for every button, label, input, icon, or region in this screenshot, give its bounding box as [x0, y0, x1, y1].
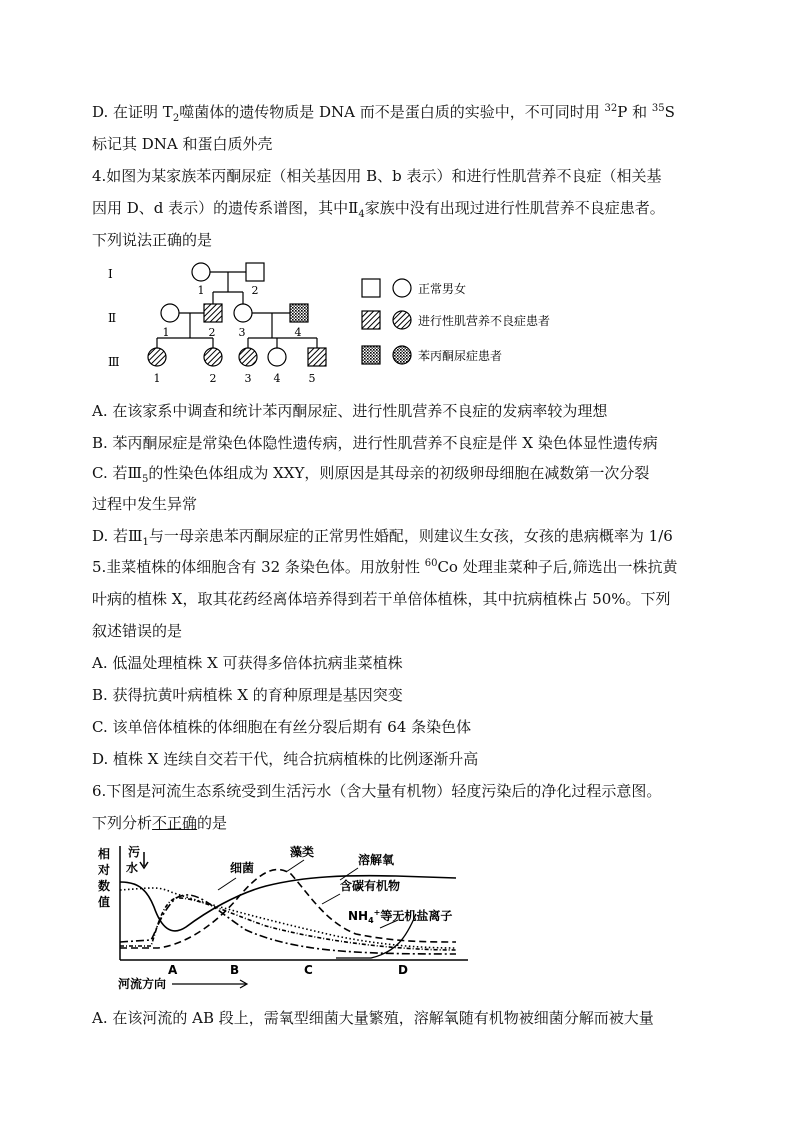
- iii1-number: 1: [153, 372, 161, 385]
- gen-label-iii: Ⅲ: [108, 355, 120, 369]
- q5-option-c: C. 该单倍体植株的体细胞在有丝分裂后期有 64 条染色体: [92, 718, 472, 736]
- gen-label-ii: Ⅱ: [108, 311, 117, 325]
- ii3-normal-female: [234, 304, 252, 322]
- pedigree-chart: [100, 256, 700, 386]
- label-organic: 含碳有机物: [340, 879, 401, 893]
- q3-option-d-line1: D. 在证明 $T_2$噬菌体的遗传物质是 DNA 而不是蛋白质的实验中，不可同时用 $^{32}$P 和 $^{35}$S: [92, 103, 675, 124]
- q5-stem-line1: 5.韭菜植株的体细胞含有 32 条染色体。用放射性 $^{60}$Co 处理韭菜种子后,筛选出一株抗黄: [92, 558, 678, 576]
- iii2-number: 2: [209, 372, 217, 385]
- q3-option-d-line2: 标记其 DNA 和蛋白质外壳: [92, 135, 273, 153]
- iii1-dmd-female: [148, 348, 166, 366]
- iii3-number: 3: [244, 372, 252, 385]
- legend-pku-female-symbol: [393, 346, 411, 364]
- legend-pku-label: 苯丙酮尿症患者: [418, 349, 503, 363]
- ylabel-char-3: 数: [98, 879, 111, 893]
- xlabel: 河流方向: [118, 977, 167, 991]
- q4-option-b: B. 苯丙酮尿症是常染色体隐性遗传病，进行性肌营养不良症是伴 X 染色体显性遗传病: [92, 434, 658, 452]
- xtick-a: A: [168, 963, 178, 977]
- river-purification-chart: [96, 842, 476, 998]
- iii5-dmd-male: [308, 348, 326, 366]
- gen-label-i: Ⅰ: [108, 267, 113, 281]
- q6-option-a: A. 在该河流的 AB 段上，需氧型细菌大量繁殖，溶解氧随有机物被细菌分解而被大量: [92, 1009, 654, 1027]
- q6-stem-line1: 6.下图是河流生态系统受到生活污水（含大量有机物）轻度污染后的净化过程示意图。: [92, 782, 662, 800]
- q5-option-d: D. 植株 X 连续自交若干代，纯合抗病植株的比例逐渐升高: [92, 750, 479, 768]
- legend-dmd-label: 进行性肌营养不良症患者: [418, 314, 551, 328]
- iii4-normal-female: [268, 348, 286, 366]
- iii3-dmd-female: [239, 348, 257, 366]
- q6-stem-line2: 下列分析不正确的是: [92, 814, 228, 832]
- i1-number: 1: [197, 284, 205, 297]
- label-algae: 藻类: [290, 845, 315, 859]
- ylabel-char-1: 相: [98, 847, 111, 861]
- ii2-number: 2: [208, 326, 216, 339]
- xtick-b: B: [230, 963, 240, 977]
- legend-dmd-female-symbol: [393, 311, 411, 329]
- ii1-normal-female: [161, 304, 179, 322]
- iii2-dmd-female: [204, 348, 222, 366]
- xtick-c: C: [304, 963, 313, 977]
- q5-option-b: B. 获得抗黄叶病植株 X 的育种原理是基因突变: [92, 686, 403, 704]
- ii3-number: 3: [238, 326, 246, 339]
- ii1-number: 1: [162, 326, 170, 339]
- q5-stem-line3: 叙述错误的是: [92, 622, 183, 640]
- q4-option-a: A. 在该家系中调查和统计苯丙酮尿症、进行性肌营养不良症的发病率较为理想: [92, 402, 608, 420]
- ii4-number: 4: [294, 326, 302, 339]
- label-bacteria: 细菌: [230, 861, 255, 875]
- q4-stem-line2: 因用 D、d 表示）的遗传系谱图，其中$Ⅱ_4$家族中没有出现过进行性肌营养不良症患者。: [92, 199, 665, 220]
- legend-normal-female-symbol: [393, 279, 411, 297]
- i2-normal-male: [246, 263, 264, 281]
- q4-stem-line1: 4.如图为某家族苯丙酮尿症（相关基因用 B、b 表示）和进行性肌营养不良症（相关基: [92, 167, 662, 185]
- q5-option-a: A. 低温处理植株 X 可获得多倍体抗病韭菜植株: [92, 654, 403, 672]
- iii5-number: 5: [308, 372, 316, 385]
- xtick-d: D: [398, 963, 408, 977]
- q4-stem-line3: 下列说法正确的是: [92, 231, 213, 249]
- iii4-number: 4: [273, 372, 281, 385]
- ylabel-char-4: 值: [98, 895, 111, 909]
- legend-normal-label: 正常男女: [418, 282, 467, 296]
- label-oxygen: 溶解氧: [358, 853, 395, 867]
- i1-normal-female: [192, 263, 210, 281]
- legend-dmd-male-symbol: [362, 311, 380, 329]
- ii2-dmd-male: [204, 304, 222, 322]
- q5-stem-line2: 叶病的植株 X，取其花药经离体培养得到若干单倍体植株，其中抗病植株占 50%。下列: [92, 590, 671, 608]
- q4-option-c-line1: C. 若$Ⅲ_5$的性染色体组成为 XXY，则原因是其母亲的初级卵母细胞在减数第一次分裂: [92, 464, 650, 485]
- legend-normal-male-symbol: [362, 279, 380, 297]
- ii4-pku-male: [290, 304, 308, 322]
- q4-option-c-line2: 过程中发生异常: [92, 495, 198, 513]
- sewage-char-1: 污: [128, 845, 141, 859]
- ylabel-char-2: 对: [98, 863, 111, 877]
- label-ions: $NH_4^+$等无机盐离子: [348, 908, 453, 925]
- i2-number: 2: [251, 284, 259, 297]
- legend-pku-male-symbol: [362, 346, 380, 364]
- sewage-char-2: 水: [126, 861, 139, 875]
- q4-option-d: D. 若$Ⅲ_1$与一母亲患苯丙酮尿症的正常男性婚配，则建议生女孩，女孩的患病概率为 1/6: [92, 527, 673, 548]
